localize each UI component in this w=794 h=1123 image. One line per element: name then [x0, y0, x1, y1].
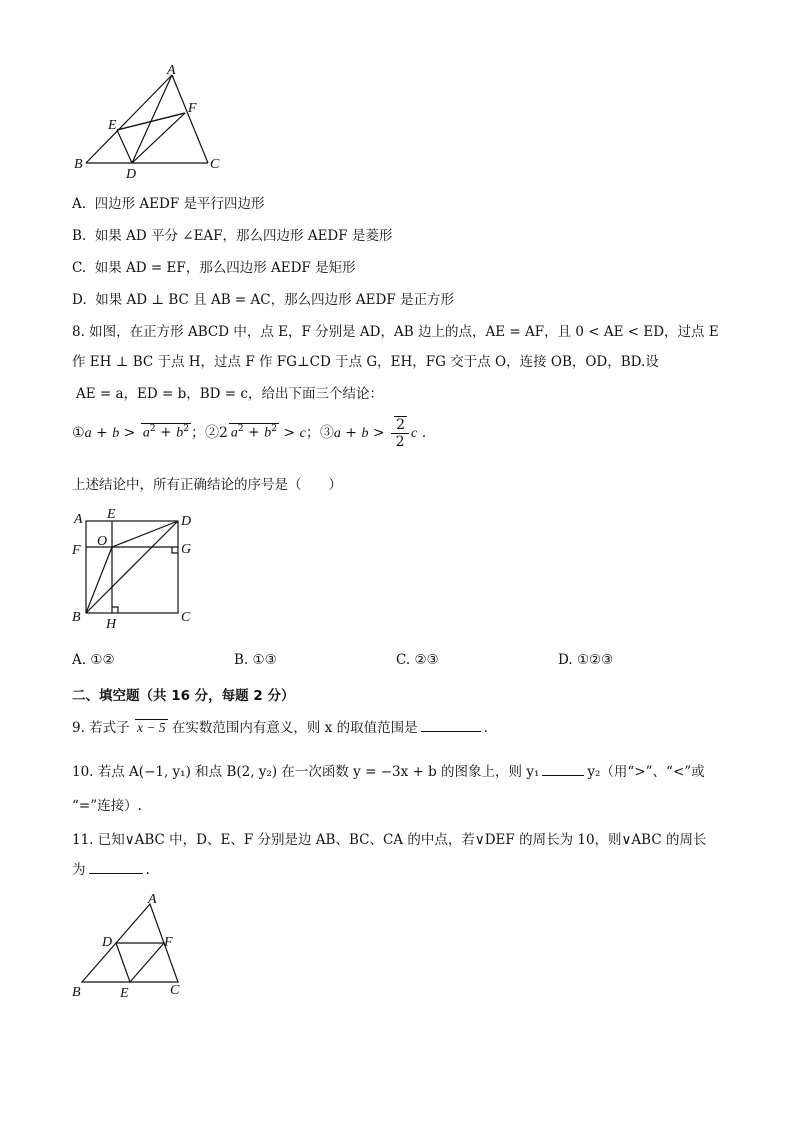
q8-line-2: 作 EH ⊥ BC 于点 H，过点 F 作 FG⊥CD 于点 G，EH，FG 交于点 O，连接 OB，OD，BD.设 [72, 354, 659, 370]
q8-option-d: D. ①②③ [558, 652, 614, 668]
q10-answer-blank[interactable] [542, 774, 584, 776]
q7-label-d: D [126, 167, 137, 182]
q8-line-3: AE = a，ED = b，BD = c，给出下面三个结论： [76, 386, 383, 402]
q7-option-d: D. 如果 AD ⊥ BC 且 AB = AC，那么四边形 AEDF 是正方形 [72, 292, 454, 308]
section-2-title: 二、填空题（共 16 分，每题 2 分） [72, 688, 295, 704]
q7-label-e: E [108, 118, 117, 133]
q11-label-f: F [164, 935, 173, 950]
q11-label-a: A [148, 892, 157, 907]
q11-answer-blank[interactable] [89, 872, 143, 874]
q7-option-b: B. 如果 AD 平分 ∠EAF，那么四边形 AEDF 是菱形 [72, 228, 393, 244]
q8-label-d: D [181, 514, 192, 529]
q7-label-f: F [188, 101, 197, 116]
q8-figure [68, 505, 208, 635]
q7-option-a: A. 四边形 AEDF 是平行四边形 [72, 196, 265, 212]
q8-option-a: A. ①② [72, 652, 115, 668]
q8-line-1: 8. 如图，在正方形 ABCD 中，点 E，F 分别是 AD，AB 边上的点，AE = AF，且 0 < AE < ED，过点 E [72, 324, 719, 340]
q8-label-o: O [97, 534, 108, 549]
q9: 9. 若式子 x − 5 在实数范围内有意义，则 x 的取值范围是 . [72, 720, 488, 736]
q11-figure [68, 890, 198, 1005]
q8-conclusions: ①a + $b > a^2 + b^2$ ；②2 $a^2 + b^2 > c$；③a + b > $\frac{2}{2}$ c . [72, 417, 427, 450]
q8-label-h: H [106, 617, 117, 632]
q8-option-c: C. ②③ [396, 652, 439, 668]
q8-label-f: F [72, 543, 81, 558]
conclusion-2-mark: ② [204, 425, 219, 441]
q8-question: 上述结论中，所有正确结论的序号是（ ） [72, 477, 342, 493]
q7-figure [70, 62, 230, 182]
q9-radicand: x − 5 [136, 720, 166, 735]
q11-label-d: D [102, 935, 113, 950]
q8-label-e: E [107, 507, 116, 522]
q10-line-2: “=”连接）. [72, 798, 142, 814]
conclusion-3-mark: ③ [319, 425, 334, 441]
q7-option-c: C. 如果 AD = EF，那么四边形 AEDF 是矩形 [72, 260, 356, 276]
q7-label-b: B [74, 157, 83, 172]
conclusion-1-mark: ① [72, 425, 85, 441]
q11-label-e: E [120, 986, 129, 1001]
q10-line-1: 10. 若点 A(−1, y₁) 和点 B(2, y₂) 在一次函数 y = −3x + b 的图象上，则 y₁ y₂（用“>”、“<”或 [72, 764, 705, 780]
q8-label-b: B [72, 610, 81, 625]
q9-answer-blank[interactable] [421, 730, 481, 732]
q7-label-c: C [210, 157, 220, 172]
q11-line-1: 11. 已知∨ABC 中，D、E、F 分别是边 AB、BC、CA 的中点，若∨DEF 的周长为 10，则∨ABC 的周长 [72, 832, 707, 848]
q11-label-b: B [72, 985, 81, 1000]
q7-label-a: A [167, 63, 176, 78]
q11-line-2: 为 . [72, 862, 150, 878]
q8-option-b: B. ①③ [234, 652, 277, 668]
q11-label-c: C [170, 983, 180, 998]
q8-label-c: C [181, 610, 191, 625]
q8-label-a: A [74, 512, 83, 527]
q8-label-g: G [181, 542, 192, 557]
